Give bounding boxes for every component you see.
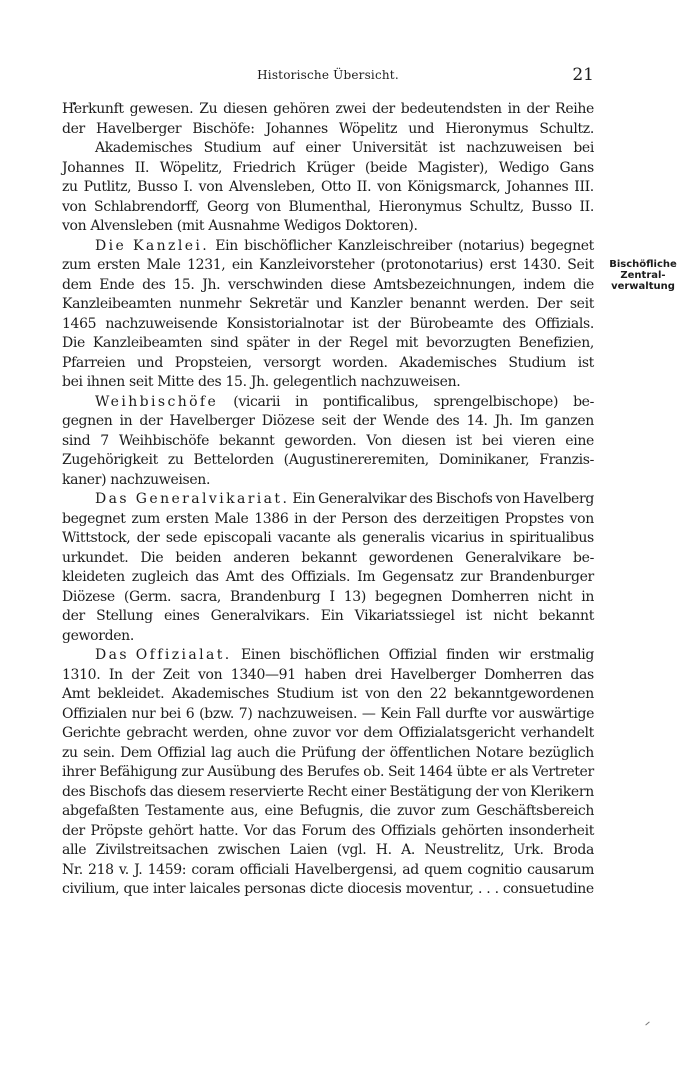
text-line: Das Offizialat. Einen bischöflichen Offizial finden wir erstmalig [62,646,594,666]
text-line: von Schlabrendorff, Georg von Blumenthal, Hieronymus Schultz, Busso II. [62,198,594,215]
text-line: Wittstock, der sede episcopali vacante als generalis vicarius in spiritualibus [62,530,594,546]
text-line: Nr. 218 v. J. 1459: coram officiali Havelbergensi, ad quem cognitio causarum [62,861,594,878]
text-line: Pfarreien und Propsteien, versorgt worden. Akademisches Studium ist [62,354,594,371]
body-text [62,100,594,900]
text-line: Amt bekleidet. Akademisches Studium ist von den 22 bekanntgewordenen [62,686,594,702]
text-line: Das Generalvikariat. Ein Generalvikar des Bischofs von Havelberg [62,490,594,510]
section-heading: Die Kanzlei. [95,237,210,254]
text-line: civilium, que inter laicales personas dicte diocesis moventur, . . . consuetudine [62,881,594,897]
text-line: Die Kanzlei. Ein bischöflicher Kanzleischreiber (notarius) begegnet [62,237,594,257]
text-line: 1465 nachzuweisende Konsistorialnotar ist der Bürobeamte des Offizials. [62,315,594,332]
margin-note-line: Bischöfliche [609,259,677,270]
text-line: Weihbischöfe (vicarii in pontificalibus, sprengelbischope) be- [62,393,594,413]
text-line: von Alvensleben (mit Ausnahme Wedigos Doktoren). [62,218,418,234]
text-line: begegnet zum ersten Male 1386 in der Person des derzeitigen Propstes von [62,510,594,527]
text-line: Akademisches Studium auf einer Universität ist nachzuweisen bei [95,140,594,156]
text-line: dem Ende des 15. Jh. verschwinden diese Amtsbezeichnungen, indem die [62,276,594,293]
text-line: der Havelberger Bischöfe: Johannes Wöpelitz und Hieronymus Schultz. [62,120,594,137]
text-line: Gerichte gebracht werden, ohne zuvor vor dem Offizialatsgericht verhandelt [62,725,594,741]
text-line: geworden. [62,627,134,644]
margin-note [603,259,683,292]
running-title: Historische Übersicht. [257,68,399,82]
page-header [62,65,594,88]
text-line: Diözese (Germ. sacra, Brandenburg I 13) begegnen Domherren nicht in [62,588,594,605]
section-heading: Weihbischöfe [95,393,219,410]
text-line: alle Zivilstreitsachen zwischen Laien (vgl. H. A. Neustrelitz, Urk. Broda [62,842,594,858]
text-line: bei ihnen seit Mitte des 15. Jh. gelegentlich nachzuweisen. [62,374,461,390]
section-heading: Das Generalvikariat. [95,491,290,507]
text-line: zum ersten Male 1231, ein Kanzleivorsteher (protonotarius) erst 1430. Seit [62,257,594,273]
text-line: 1310. In der Zeit von 1340—91 haben drei Havelberger Domherren das [62,666,594,683]
text-line: Herkunft gewesen. Zu diesen gehören zwei der bedeutendsten in der Reihe [62,101,594,117]
text-line: sind 7 Weihbischöfe bekannt geworden. Von diesen ist bei vieren eine [62,432,594,449]
text-line: urkundet. Die beiden anderen bekannt gewordenen Generalvikare be- [62,549,594,566]
section-heading: Das Offizialat. [95,647,232,663]
text-line: ihrer Befähigung zur Ausübung des Berufes ob. Seit 1464 übte er als Vertreter [62,764,594,780]
text-line: Offizialen nur bei 6 (bzw. 7) nachzuweisen. — Kein Fall durfte vor auswärtige [62,705,594,722]
text-line: Kanzleibeamten nunmehr Sekretär und Kanzler benannt werden. Der seit [62,296,594,312]
text-line: gegnen in der Havelberger Diözese seit der Wende des 14. Jh. Im ganzen [62,413,594,429]
text-line: zu Putlitz, Busso I. von Alvensleben, Otto II. von Königsmarck, Johannes III. [62,179,594,195]
text-line: Zugehörigkeit zu Bettelorden (Augustinereremiten, Dominikaner, Franzis- [62,452,594,468]
text-line: der Pröpste gehört hatte. Vor das Forum des Offizials gehörten insonderheit [62,822,594,839]
text-line: zu sein. Dem Offizial lag auch die Prüfung der öffentlichen Notare bezüglich [62,744,594,761]
text-line: kaner) nachzuweisen. [62,471,211,488]
margin-note-line: Zentral- [620,270,666,281]
text-line: Johannes II. Wöpelitz, Friedrich Krüger (beide Magister), Wedigo Gans [62,159,594,176]
margin-note-line: verwaltung [611,281,675,292]
pencil-mark [645,1022,649,1026]
page-number: 21 [572,65,594,85]
text-line: abgefaßten Testamente aus, eine Befugnis, die zuvor zum Geschäftsbereich [62,803,594,819]
text-line: der Stellung eines Generalvikars. Ein Vikariatssiegel ist nicht bekannt [62,608,594,624]
text-line: Die Kanzleibeamten sind später in der Regel mit bevorzugten Benefizien, [62,335,594,351]
text-line: des Bischofs das diesem reservierte Recht einer Bestätigung der von Klerikern [62,783,594,800]
text-line: kleideten zugleich das Amt des Offizials. Im Gegensatz zur Brandenburger [62,569,594,585]
